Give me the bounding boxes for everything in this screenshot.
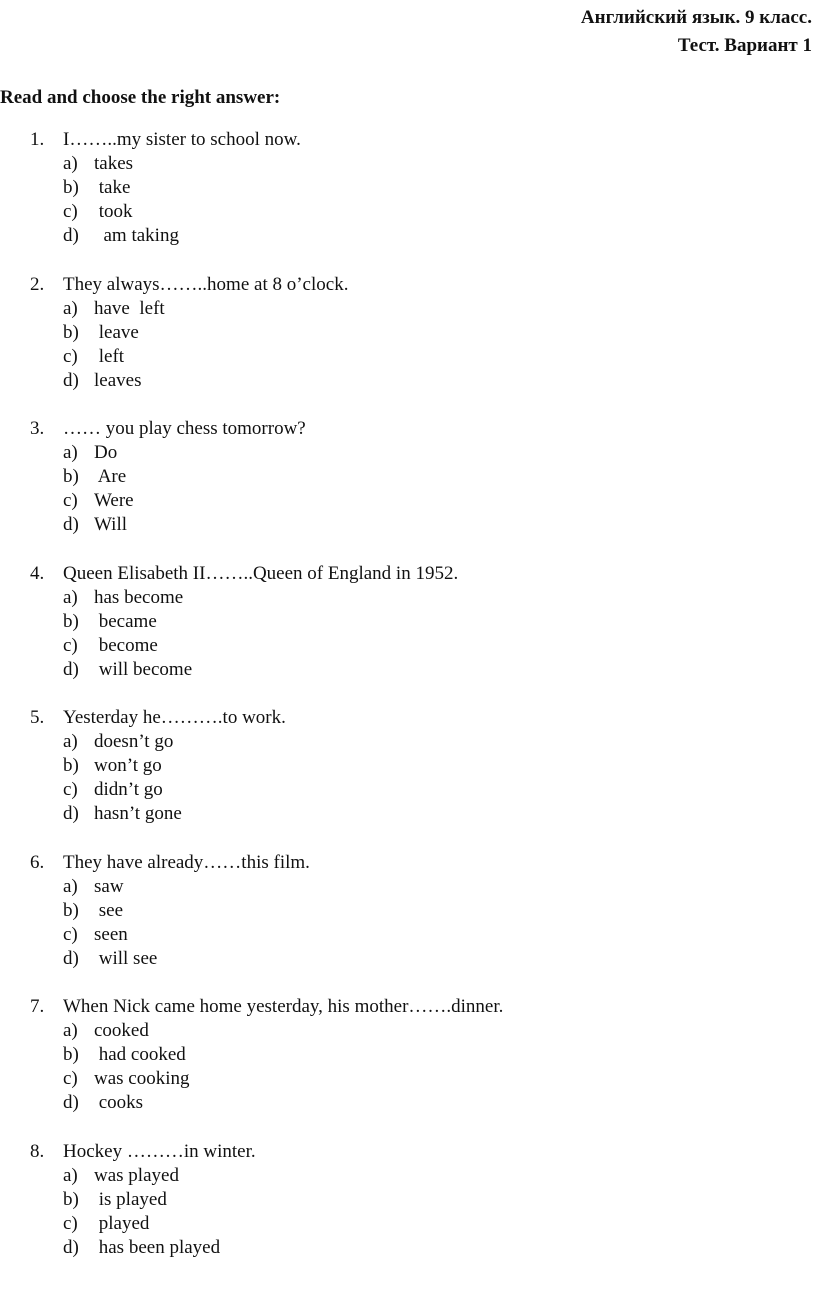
option-letter: a) [63, 153, 78, 174]
option-d [0, 658, 816, 682]
question-text: Hockey ………in winter. [63, 1140, 256, 1162]
option-text: was cooking [94, 1068, 190, 1089]
option-letter: a) [63, 1164, 78, 1186]
option-text: was played [94, 1164, 179, 1186]
question-2 [0, 273, 816, 418]
question-number: 8. [30, 1140, 45, 1162]
option-c [0, 1067, 816, 1091]
question-line [0, 995, 816, 1019]
option-d [0, 947, 816, 971]
option-text: has become [94, 586, 184, 608]
option-c [0, 489, 816, 513]
option-c [0, 778, 816, 802]
question-number: 3. [30, 418, 45, 439]
option-b [0, 754, 816, 778]
option-letter: a) [63, 586, 78, 608]
question-text: They have already……this film. [63, 851, 310, 873]
option-letter: a) [63, 297, 78, 319]
question-line [0, 706, 816, 730]
question-5 [0, 706, 816, 851]
option-letter: c) [63, 634, 78, 656]
question-number: 1. [30, 129, 45, 150]
option-text: am taking [94, 225, 179, 246]
question-1 [0, 128, 816, 273]
header-variant-line: Тест. Вариант 1 [677, 35, 812, 56]
option-letter: b) [63, 1188, 79, 1210]
option-a [0, 586, 816, 610]
option-text: is played [94, 1188, 167, 1210]
option-text: become [94, 634, 158, 656]
question-4 [0, 562, 816, 707]
question-text: When Nick came home yesterday, his mother…….dinner. [63, 996, 504, 1017]
option-a [0, 1164, 816, 1188]
question-line [0, 417, 816, 441]
option-letter: d) [63, 658, 79, 680]
option-letter: b) [63, 610, 79, 632]
question-number: 7. [30, 996, 45, 1017]
option-text: has been played [94, 1236, 221, 1258]
option-letter: b) [63, 466, 79, 487]
option-text: seen [94, 923, 128, 945]
option-b [0, 465, 816, 489]
option-text: saw [94, 875, 124, 897]
option-d [0, 1091, 816, 1115]
option-b [0, 321, 816, 345]
option-b [0, 1043, 816, 1067]
option-letter: d) [63, 369, 79, 391]
option-a [0, 1019, 816, 1043]
option-text: have left [94, 297, 165, 319]
option-text: take [94, 177, 131, 198]
option-letter: c) [63, 779, 78, 800]
option-a [0, 875, 816, 899]
option-letter: d) [63, 225, 79, 246]
option-text: had cooked [94, 1044, 186, 1065]
option-text: became [94, 610, 157, 632]
option-text: will become [94, 658, 193, 680]
instruction-heading: Read and choose the right answer: [0, 87, 281, 108]
option-letter: a) [63, 1020, 78, 1041]
option-c [0, 634, 816, 658]
option-letter: b) [63, 177, 79, 198]
option-b [0, 610, 816, 634]
option-text: cooks [94, 1092, 144, 1113]
option-letter: c) [63, 345, 78, 367]
option-letter: c) [63, 201, 78, 222]
option-letter: a) [63, 731, 78, 752]
option-letter: b) [63, 899, 79, 921]
question-number: 6. [30, 851, 45, 873]
option-a [0, 152, 816, 176]
option-letter: d) [63, 803, 79, 824]
option-text: will see [94, 947, 158, 969]
option-letter: a) [63, 875, 78, 897]
option-text: played [94, 1212, 150, 1234]
option-d [0, 369, 816, 393]
question-text: I……..my sister to school now. [63, 129, 301, 150]
option-text: hasn’t gone [94, 803, 182, 824]
option-a [0, 297, 816, 321]
option-letter: b) [63, 1044, 79, 1065]
option-letter: c) [63, 1212, 78, 1234]
option-letter: d) [63, 1092, 79, 1113]
question-text: Yesterday he……….to work. [63, 707, 286, 728]
question-number: 5. [30, 707, 45, 728]
document-header [581, 4, 812, 60]
question-line [0, 128, 816, 152]
question-number: 4. [30, 562, 45, 584]
question-3 [0, 417, 816, 562]
question-number: 2. [30, 273, 45, 295]
option-c [0, 923, 816, 947]
option-c [0, 1212, 816, 1236]
option-c [0, 200, 816, 224]
option-letter: a) [63, 442, 78, 463]
option-a [0, 441, 816, 465]
option-text: left [94, 345, 125, 367]
option-letter: c) [63, 923, 78, 945]
option-c [0, 345, 816, 369]
question-line [0, 1140, 816, 1164]
question-text: They always……..home at 8 o’clock. [63, 273, 349, 295]
option-text: Were [94, 490, 134, 511]
option-letter: b) [63, 321, 79, 343]
option-letter: b) [63, 755, 79, 776]
option-text: won’t go [94, 755, 162, 776]
option-b [0, 176, 816, 200]
option-text: takes [94, 153, 134, 174]
option-b [0, 899, 816, 923]
option-text: see [94, 899, 124, 921]
option-letter: c) [63, 1068, 78, 1089]
option-letter: d) [63, 514, 79, 535]
option-text: didn’t go [94, 779, 163, 800]
option-d [0, 513, 816, 537]
option-a [0, 730, 816, 754]
question-list [0, 128, 816, 1284]
question-7 [0, 995, 816, 1140]
question-6 [0, 851, 816, 996]
question-line [0, 851, 816, 875]
option-text: Do [94, 442, 118, 463]
option-text: Are [94, 466, 127, 487]
option-letter: d) [63, 1236, 79, 1258]
option-d [0, 802, 816, 826]
option-letter: d) [63, 947, 79, 969]
option-text: Will [94, 514, 128, 535]
question-text: …… you play chess tomorrow? [63, 418, 306, 439]
option-letter: c) [63, 490, 78, 511]
question-8 [0, 1140, 816, 1285]
option-b [0, 1188, 816, 1212]
question-line [0, 562, 816, 586]
option-text: cooked [94, 1020, 149, 1041]
question-text: Queen Elisabeth II……..Queen of England in 1952. [63, 562, 459, 584]
option-d [0, 224, 816, 248]
option-text: leaves [94, 369, 142, 391]
question-line [0, 273, 816, 297]
option-text: leave [94, 321, 139, 343]
option-text: doesn’t go [94, 731, 174, 752]
option-text: took [94, 201, 133, 222]
option-d [0, 1236, 816, 1260]
header-subject-line: Английский язык. 9 класс. [580, 7, 812, 28]
